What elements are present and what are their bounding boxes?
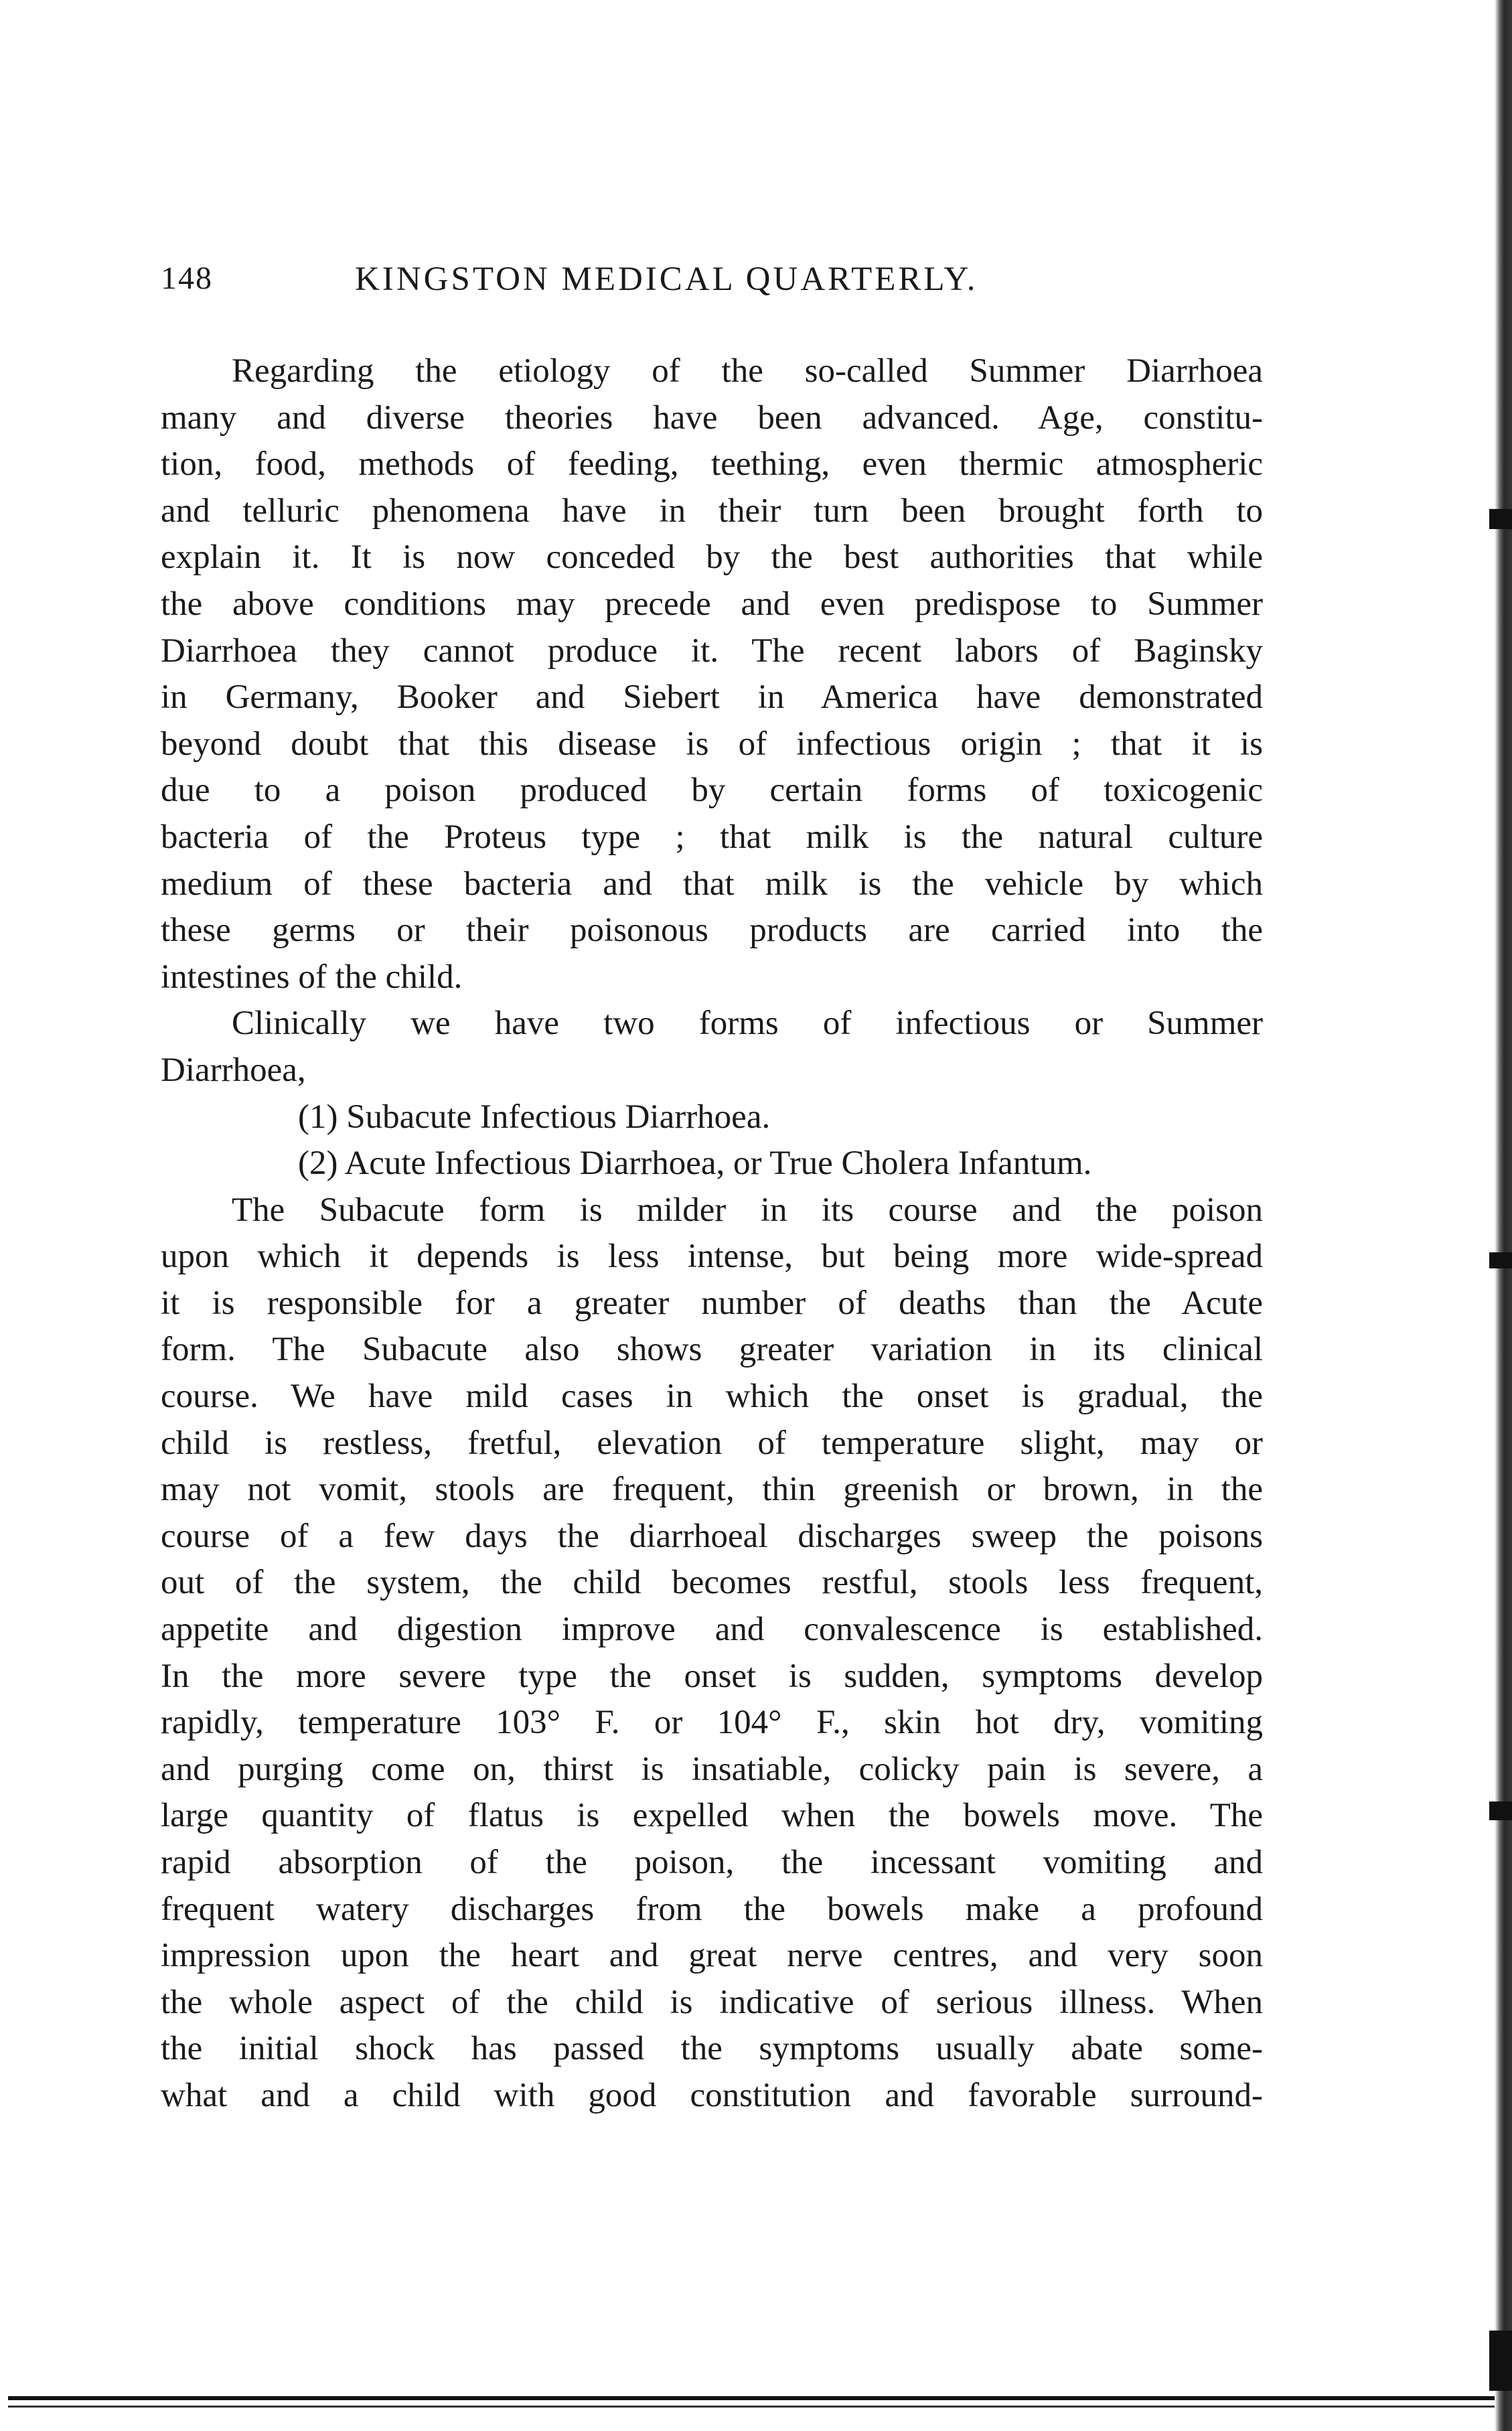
body-line: the whole aspect of the child is indicative of serious illness. When: [161, 1983, 1263, 2021]
body-line: and purging come on, thirst is insatiable, colicky pain is severe, a: [161, 1750, 1263, 1788]
journal-title: KINGSTON MEDICAL QUARTERLY.: [355, 261, 978, 298]
body-line: what and a child with good constitution and favorable surround-: [161, 2076, 1263, 2114]
body-line: many and diverse theories have been advanced. Age, constitu-: [161, 398, 1263, 437]
body-line: medium of these bacteria and that milk is the vehicle by which: [161, 865, 1263, 903]
body-line: course. We have mild cases in which the onset is gradual, the: [161, 1378, 1263, 1416]
running-head: [161, 260, 1299, 313]
body-line: appetite and digestion improve and convalescence is established.: [161, 1611, 1263, 1649]
body-line: The Subacute form is milder in its course and the poison: [232, 1191, 1263, 1229]
body-line: Regarding the etiology of the so-called Summer Diarrhoea: [232, 352, 1263, 390]
body-line: explain it. It is now conceded by the best authorities that while: [161, 538, 1263, 577]
bottom-rule: [8, 2406, 1495, 2408]
body-line: in Germany, Booker and Siebert in America have demonstrated: [161, 678, 1263, 717]
bottom-rule: [8, 2396, 1495, 2400]
body-line: rapid absorption of the poison, the incessant vomiting and: [161, 1844, 1263, 1881]
body-line: these germs or their poisonous products are carried into the: [161, 911, 1263, 950]
list-item: (1) Subacute Infectious Diarrhoea.: [298, 1098, 771, 1136]
scan-edge-mark: [1489, 1801, 1512, 1820]
body-line: large quantity of flatus is expelled when the bowels move. The: [161, 1797, 1263, 1835]
body-line: Diarrhoea they cannot produce it. The recent labors of Baginsky: [161, 632, 1263, 670]
body-line: due to a poison produced by certain forms of toxicogenic: [161, 771, 1263, 810]
body-line: Diarrhoea,: [161, 1051, 306, 1089]
scan-edge-mark: [1489, 1252, 1512, 1268]
page-number: 148: [161, 261, 213, 296]
body-line: bacteria of the Proteus type ; that milk is the natural culture: [161, 818, 1263, 856]
body-line: frequent watery discharges from the bowels make a profound: [161, 1890, 1263, 1928]
article-body: [161, 348, 1263, 2120]
scan-page-edge: [1495, 0, 1512, 2431]
body-line: beyond doubt that this disease is of infectious origin ; that it is: [161, 725, 1263, 763]
body-line: impression upon the heart and great nerve centres, and very soon: [161, 1937, 1263, 1975]
scan-edge-mark: [1489, 509, 1512, 529]
list-item: (2) Acute Infectious Diarrhoea, or True Cholera Infantum.: [298, 1145, 1092, 1183]
body-line: upon which it depends is less intense, but being more wide-spread: [161, 1238, 1263, 1276]
body-line: tion, food, methods of feeding, teething, even thermic atmospheric: [161, 445, 1263, 484]
body-line: rapidly, temperature 103° F. or 104° F., skin hot dry, vomiting: [161, 1704, 1263, 1742]
body-line: out of the system, the child becomes restful, stools less frequent,: [161, 1564, 1263, 1602]
body-line: may not vomit, stools are frequent, thin greenish or brown, in the: [161, 1471, 1263, 1509]
body-line: form. The Subacute also shows greater variation in its clinical: [161, 1331, 1263, 1369]
body-line: Clinically we have two forms of infectious or Summer: [232, 1005, 1263, 1043]
body-line: intestines of the child.: [161, 958, 463, 996]
body-line: and telluric phenomena have in their turn been brought forth to: [161, 492, 1263, 530]
body-line: it is responsible for a greater number of deaths than the Acute: [161, 1284, 1263, 1322]
body-line: In the more severe type the onset is sudden, symptoms develop: [161, 1657, 1263, 1695]
body-line: course of a few days the diarrhoeal discharges sweep the poisons: [161, 1517, 1263, 1555]
body-line: the initial shock has passed the symptoms usually abate some-: [161, 2030, 1263, 2068]
body-line: the above conditions may precede and even predispose to Summer: [161, 585, 1263, 623]
scan-edge-mark: [1489, 2331, 1512, 2391]
body-line: child is restless, fretful, elevation of temperature slight, may or: [161, 1424, 1263, 1462]
